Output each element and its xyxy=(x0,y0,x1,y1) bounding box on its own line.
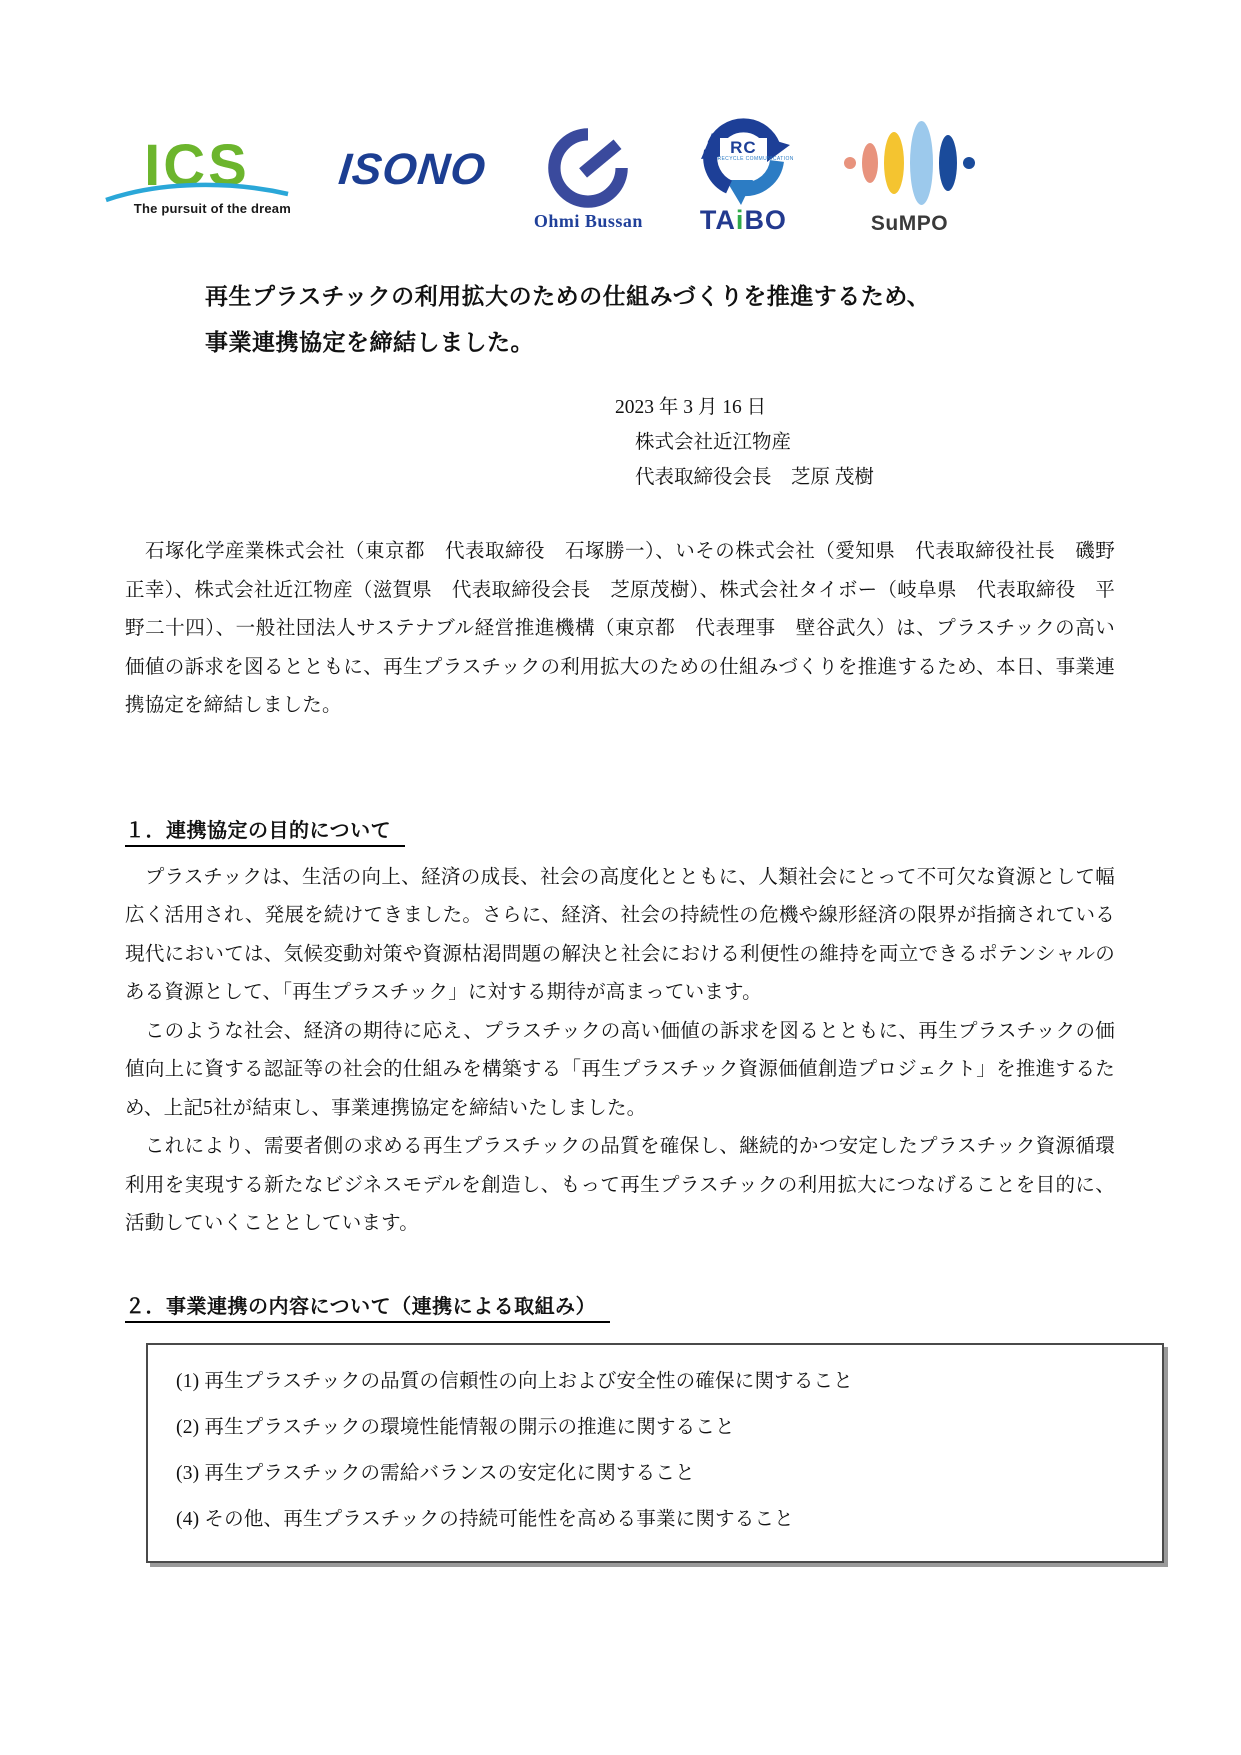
section1-heading-text: １．連携協定の目的について xyxy=(125,820,405,847)
section-activities xyxy=(0,1290,1241,1563)
release-date: 2023 年 3 月 16 日 xyxy=(615,397,767,418)
sumpo-oval-lightblue xyxy=(910,121,933,205)
document-title-line1: 再生プラスチックの利用拡大のための仕組みづくりを推進するため、 xyxy=(205,284,931,309)
ohmi-bussan-wordmark: Ohmi Bussan xyxy=(533,211,643,231)
sumpo-oval-yellow xyxy=(884,132,904,194)
sumpo-dot-salmon xyxy=(844,157,856,169)
activities-item-2: (2) 再生プラスチックの環境性能情報の開示の推進に関すること xyxy=(176,1416,735,1438)
release-company: 株式会社近江物産 xyxy=(635,432,792,453)
section-purpose xyxy=(0,814,1241,1244)
taibo-rc-badge xyxy=(717,138,794,162)
release-meta xyxy=(615,390,1241,495)
ics-wordmark: ICS xyxy=(144,133,250,198)
isono-wordmark: ISONO xyxy=(336,145,489,194)
intro-paragraph: 石塚化学産業株式会社（東京都 代表取締役 石塚勝一）、いその株式会社（愛知県 代表取締役社長 磯野正幸）、株式会社近江物産（滋賀県 代表取締役会長 芝原茂樹）、株式会社タイボー（岐阜県 代表取締役 平野二十四）、一般社団法人サステナブル経営推進機構（東京都 代表理事 壁谷武久）は、プラスチックの高い価値の訴求を図るとともに、再生プラスチックの利用拡大のための仕組みづくりを推進するため、本日、事業連携協定を締結しました。 xyxy=(125,541,1115,716)
document-title-line2: 事業連携協定を締結しました。 xyxy=(205,330,534,355)
section1-paragraph1: プラスチックは、生活の向上、経済の成長、社会の高度化とともに、人類社会にとって不可欠な資源として幅広く活用され、発展を続けてきました。さらに、経済、社会の持続性の危機や線形経済の限界が指摘されている現代においては、気候変動対策や資源枯渇問題の解決と社会における利便性の維持を両立できるポテンシャルのある資源として、「再生プラスチック」に対する期待が高まっています。 xyxy=(125,866,1115,1003)
taibo-wordmark-ta: TA xyxy=(699,205,736,235)
section1-heading xyxy=(125,814,1241,843)
taibo-rc-caption: RECYCLE COMMUNICATION xyxy=(717,156,794,162)
section2-heading xyxy=(125,1290,1241,1319)
sumpo-ovals-icon xyxy=(844,118,975,208)
ics-tagline: The pursuit of the dream xyxy=(133,201,291,216)
partner-logo-row xyxy=(103,112,975,244)
ohmi-circle-icon xyxy=(547,127,629,209)
release-signer: 代表取締役会長 芝原 茂樹 xyxy=(635,467,874,488)
activities-item-1: (1) 再生プラスチックの品質の信頼性の向上および安全性の確保に関すること xyxy=(176,1370,853,1392)
taibo-wordmark-i: i xyxy=(735,205,745,235)
sumpo-logo xyxy=(844,118,975,236)
taibo-rc-text: RC xyxy=(730,138,757,157)
sumpo-wordmark: SuMPO xyxy=(870,212,949,235)
section1-paragraph2: このような社会、経済の期待に応え、プラスチックの高い価値の訴求を図るとともに、再生プラスチックの価値向上に資する認証等の社会的仕組みを構築する「再生プラスチック資源価値創造プロジェクト」を推進するため、上記5社が結束し、事業連携協定を締結いたしました。 xyxy=(125,1020,1115,1119)
ics-logo xyxy=(103,133,291,216)
sumpo-oval-darkblue xyxy=(939,135,957,191)
activities-item-3: (3) 再生プラスチックの需給バランスの安定化に関すること xyxy=(176,1462,695,1484)
isono-logo xyxy=(336,145,489,194)
ohmi-bussan-logo xyxy=(534,127,643,232)
taibo-wordmark xyxy=(700,207,787,234)
sumpo-dot-darkblue xyxy=(963,157,975,169)
section1-paragraph3: これにより、需要者側の求める再生プラスチックの品質を確保し、継続的かつ安定したプラスチック資源循環利用を実現する新たなビジネスモデルを創造し、もって再生プラスチックの利用拡大につなげることを目的に、活動していくこととしています。 xyxy=(125,1136,1115,1234)
taibo-logo xyxy=(691,109,796,234)
activities-item-4: (4) その他、再生プラスチックの持続可能性を高める事業に関すること xyxy=(176,1508,794,1530)
taibo-wordmark-bo: BO xyxy=(744,205,787,235)
sumpo-oval-salmon xyxy=(862,143,878,183)
section2-heading-text: ２．事業連携の内容について（連携による取組み） xyxy=(125,1296,610,1323)
activities-box xyxy=(146,1343,1164,1563)
document-title xyxy=(205,274,1241,366)
activities-list xyxy=(176,1359,1138,1543)
